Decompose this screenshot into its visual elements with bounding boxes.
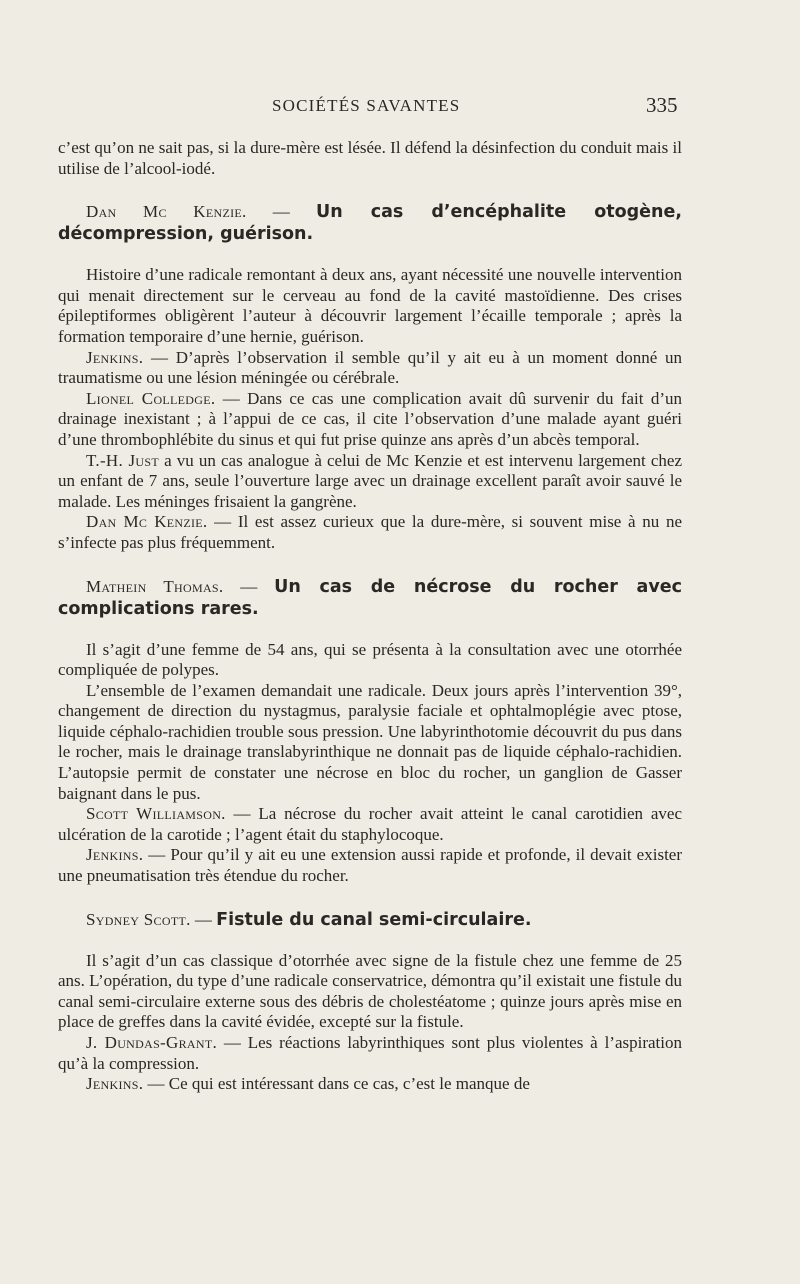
intro-paragraph: c’est qu’on ne sait pas, si la dure-mère est lésée. Il défend la désinfection du conduit mais il utilise de l’alcool-iodé. — [58, 138, 682, 178]
heading-title: Un cas d’encéphalite otogène, décompression, guérison. — [58, 202, 682, 245]
speaker-name: Dan Mc Kenzie. — [86, 512, 208, 532]
paragraph-text: — Les réactions labyrinthiques sont plus violentes à l’aspiration qu’à la compression. — [58, 1033, 683, 1073]
speaker-name: Jenkins. — [86, 845, 144, 865]
heading-dash: — — [190, 909, 217, 929]
page-body — [58, 138, 682, 1095]
page-number: 335 — [646, 93, 678, 117]
paragraph — [58, 512, 682, 553]
paragraph — [58, 1033, 682, 1074]
paragraph — [58, 845, 682, 886]
speaker-name: Lionel Colledge. — [86, 388, 216, 408]
speaker-name: Scott Williamson. — [86, 804, 226, 824]
paragraph-text: Il s’agit d’une femme de 54 ans, qui se présenta à la consultation avec une otorrhée compliquée de polypes. — [58, 639, 682, 680]
heading-title: Fistule du canal semi-circulaire. — [216, 909, 532, 930]
running-title: SOCIÉTÉS SAVANTES — [272, 96, 461, 115]
paragraph — [58, 681, 682, 805]
heading-author: Sydney Scott. — [86, 909, 191, 929]
speaker-name: J. Dundas-Grant. — [86, 1033, 218, 1052]
section-heading — [58, 909, 682, 931]
heading-dash: — — [223, 576, 275, 596]
heading-author: Mathein Thomas. — [86, 576, 224, 596]
speaker-name: Jenkins. — [86, 1074, 144, 1094]
paragraph-text: a vu un cas analogue à celui de Mc Kenzie et est intervenu largement chez un enfant de 7 ans, seule l’ouverture large avec un drainage excellent paraît avoir sauvé le malade. Les méninges frisaient la gangrène. — [58, 450, 682, 511]
heading-title: Un cas de nécrose du rocher avec complications rares. — [58, 576, 682, 619]
paragraph — [58, 640, 682, 681]
section-heading — [58, 576, 682, 620]
paragraph-text: — Ce qui est intéressant dans ce cas, c’est le manque de — [143, 1074, 530, 1094]
speaker-name: T.-H. Just — [86, 450, 159, 470]
paragraph-text: — La nécrose du rocher avait atteint le canal carotidien avec ulcération de la carotide ; l’agent était du staphylocoque. — [58, 804, 682, 844]
paragraph-text: — D’après l’observation il semble qu’il y ait eu à un moment donné un traumatisme ou une lésion méningée ou cérébrale. — [58, 347, 682, 388]
paragraph-text: — Il est assez curieux que la dure-mère, si souvent mise à nu ne s’infecte pas plus fréquemment. — [58, 512, 682, 552]
paragraph — [58, 951, 682, 1033]
speaker-name: Jenkins. — [86, 347, 144, 367]
paragraph-text: — Pour qu’il y ait eu une extension aussi rapide et profonde, il devait exister une pneumatisation très étendue du rocher. — [58, 845, 682, 886]
paragraph — [58, 804, 682, 845]
paragraph — [58, 451, 682, 513]
page-header — [0, 93, 800, 126]
paragraph — [58, 265, 682, 347]
paragraph-text: Il s’agit d’un cas classique d’otorrhée avec signe de la fistule chez une femme de 25 ans. L’opération, du type d’une radicale conservatrice, démontra qu’il existait une fistule du canal semi-circulaire externe sous des débris de cholestéatome ; quinze jours après mise en place de greffes dans la cavité évidée, excepté sur la fistule. — [58, 950, 682, 1032]
paragraph — [58, 389, 682, 451]
paragraph-text: L’ensemble de l’examen demandait une radicale. Deux jours après l’intervention 39°, changement de direction du nystagmus, paralysie faciale et ophtalmoplégie avec ptose, liquide céphalo-rachidien trouble sous pression. Une labyrinthotomie découvrit du pus dans le rocher, mais le drainage translabyrinthique ne donnait pas de liquide céphalo-rachidien. L’autopsie permit de constater une nécrose en bloc du rocher, un ganglion de Gasser baignant dans le pus. — [58, 680, 682, 803]
section-heading — [58, 201, 682, 245]
paragraph-text: — Dans ce cas une complication avait dû survenir du fait d’un drainage inexistant ; à l’appui de ce cas, il cite l’observation d’une malade ayant guéri d’une thrombophlébite du sinus et qui fut prise quinze ans après d’un abcès temporal. — [58, 388, 682, 449]
paragraph-text: Histoire d’une radicale remontant à deux ans, ayant nécessité une nouvelle intervention qui menait directement sur le cerveau au fond de la cavité mastoïdienne. Des crises épileptiformes obligèrent l’auteur à découvrir largement l’écaille temporale ; après la formation temporaire d’une hernie, guérison. — [58, 265, 682, 346]
paragraph — [58, 1074, 682, 1095]
heading-dash: — — [246, 202, 316, 222]
paragraph — [58, 348, 682, 389]
heading-author: Dan Mc Kenzie. — [86, 202, 247, 222]
